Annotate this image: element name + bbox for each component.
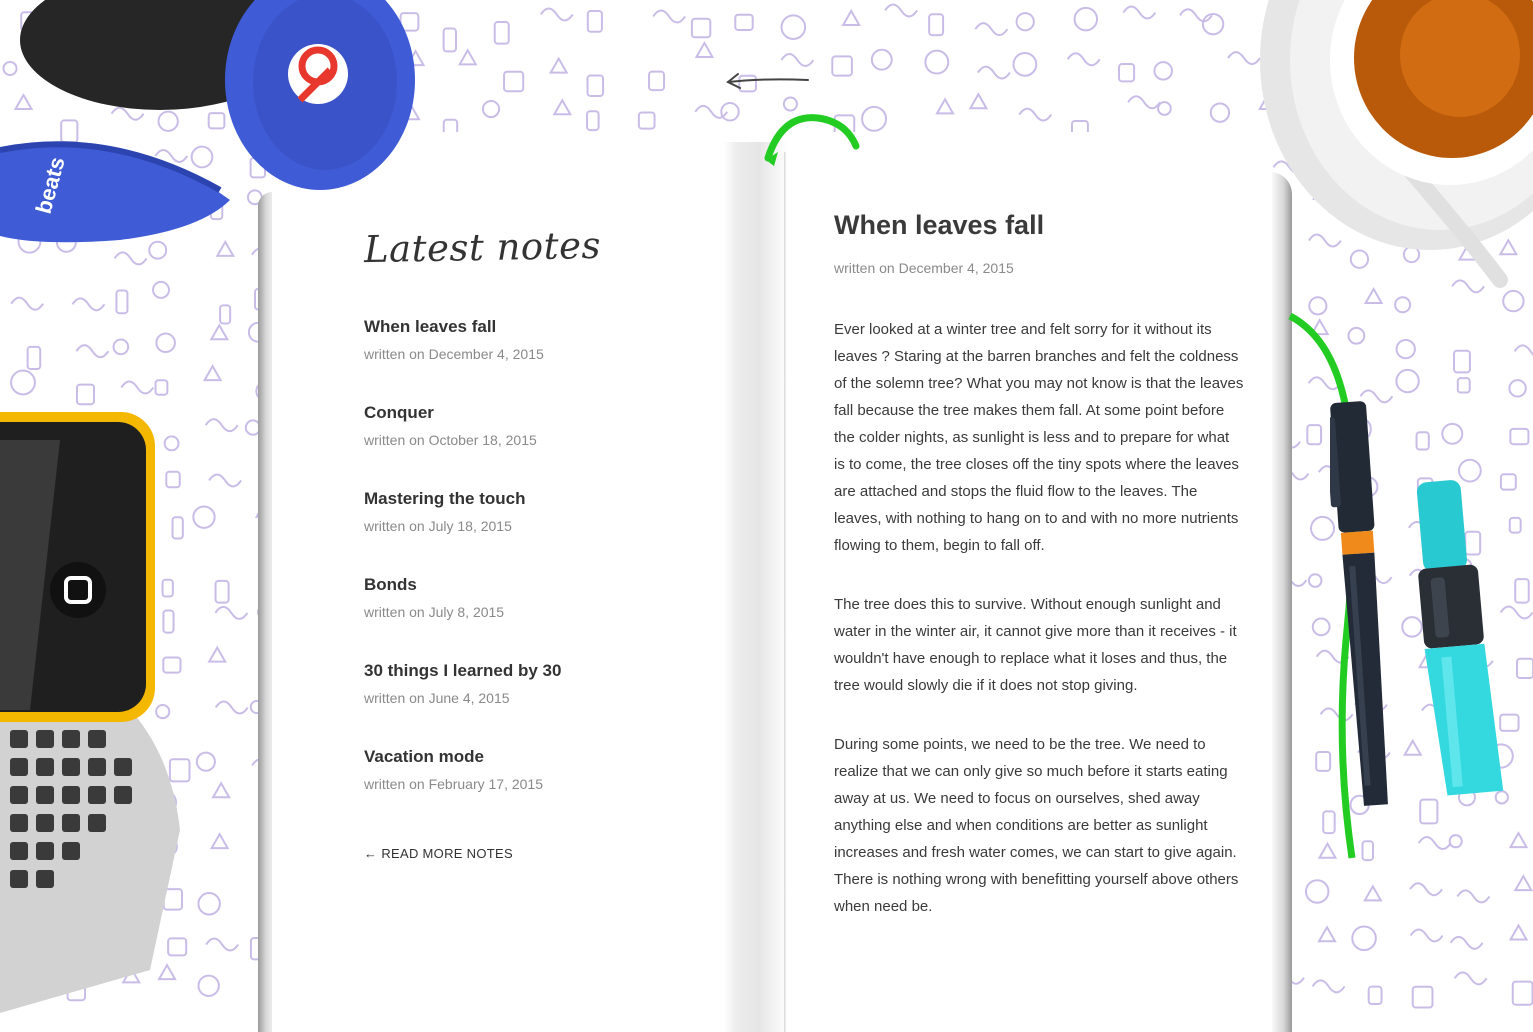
note-title-link[interactable]: Conquer xyxy=(364,403,434,422)
tea-cup-icon xyxy=(1260,0,1533,300)
doodle-shape xyxy=(1369,987,1382,1004)
doodle-shape xyxy=(551,59,567,73)
doodle-shape xyxy=(216,702,248,714)
doodle-shape xyxy=(114,340,129,355)
doodle-shape xyxy=(1123,7,1155,19)
doodle-shape xyxy=(1019,109,1051,121)
doodle-shape xyxy=(587,111,599,130)
doodle-shape xyxy=(1306,880,1328,902)
doodle-shape xyxy=(1068,53,1100,65)
note-item xyxy=(364,488,704,574)
doodle-shape xyxy=(1455,972,1487,984)
doodle-shape xyxy=(77,385,94,405)
doodle-shape xyxy=(1396,370,1418,392)
doodle-shape xyxy=(721,103,739,121)
note-date: written on July 18, 2015 xyxy=(364,518,512,534)
left-arrow-icon: ← xyxy=(364,846,378,861)
doodle-shape xyxy=(1211,103,1229,121)
doodle-shape xyxy=(1119,64,1134,81)
doodle-shape xyxy=(1451,937,1483,949)
doodle-shape xyxy=(460,50,476,64)
doodle-shape xyxy=(199,976,219,996)
doodle-shape xyxy=(925,51,948,74)
doodle-shape xyxy=(211,325,227,339)
highlighter-icon xyxy=(1410,475,1533,805)
post-title: When leaves fall xyxy=(834,210,1045,240)
doodle-shape xyxy=(156,380,168,395)
note-item xyxy=(364,316,704,402)
doodle-shape xyxy=(692,19,710,38)
doodle-shape xyxy=(1228,52,1260,64)
doodle-shape xyxy=(115,252,147,264)
note-title-link[interactable]: 30 things I learned by 30 xyxy=(364,661,562,680)
doodle-shape xyxy=(832,56,852,75)
doodle-shape xyxy=(1410,883,1442,895)
doodle-shape xyxy=(937,99,953,113)
note-date: written on October 18, 2015 xyxy=(364,432,537,448)
doodle-shape xyxy=(1128,96,1160,108)
doodle-shape xyxy=(121,381,153,393)
svg-text:beats: beats xyxy=(30,154,70,217)
note-item xyxy=(364,746,704,832)
post-paragraph: The tree does this to survive. Without enough sunlight and water in the winter air, it cannot give more than it receives - it wouldn't have enough to replace what it loses and thus, the tree would slowly die if it does not stop giving. xyxy=(834,596,1237,694)
doodle-shape xyxy=(1457,890,1489,902)
doodle-shape xyxy=(216,581,229,603)
doodle-shape xyxy=(1419,837,1451,849)
doodle-shape xyxy=(156,333,175,352)
note-title-link[interactable]: When leaves fall xyxy=(364,317,497,336)
doodle-shape xyxy=(153,282,169,298)
doodle-shape xyxy=(1158,102,1171,115)
note-item xyxy=(364,660,704,746)
doodle-shape xyxy=(929,14,943,35)
notebook-gutter xyxy=(724,142,788,1032)
read-more-notes-link[interactable] xyxy=(364,846,513,861)
doodle-shape xyxy=(843,11,859,25)
read-more-label: READ MORE NOTES xyxy=(381,846,513,861)
doodle-shape xyxy=(1509,380,1525,396)
doodle-shape xyxy=(588,11,602,32)
doodle-shape xyxy=(653,10,685,22)
doodle-shape xyxy=(872,50,892,70)
doodle-shape xyxy=(72,298,104,310)
doodle-shape xyxy=(1017,13,1034,30)
notebook-spine xyxy=(784,152,786,1032)
doodle-shape xyxy=(504,72,523,91)
doodle-shape xyxy=(116,290,127,313)
doodle-shape xyxy=(639,112,655,128)
doodle-shape xyxy=(212,834,228,848)
doodle-shape xyxy=(206,419,238,431)
note-date: written on July 8, 2015 xyxy=(364,604,505,620)
doodle-shape xyxy=(1417,432,1429,449)
doodle-shape xyxy=(1154,62,1171,79)
doodle-shape xyxy=(1442,424,1462,444)
doodle-shape xyxy=(1458,378,1470,392)
note-title-link[interactable]: Bonds xyxy=(364,575,417,594)
doodle-shape xyxy=(28,347,41,369)
doodle-shape xyxy=(213,783,229,797)
doodle-shape xyxy=(1319,927,1335,941)
doodle-shape xyxy=(205,366,221,380)
note-item xyxy=(364,574,704,660)
post-body xyxy=(834,316,1244,952)
note-date: written on December 4, 2015 xyxy=(364,346,544,362)
doodle-shape xyxy=(649,72,664,90)
latest-notes-heading: Latest notes xyxy=(363,223,602,272)
doodle-shape xyxy=(1511,833,1527,847)
post-paragraph: Ever looked at a winter tree and felt sorry for it without its leaves ? Staring at the barren branches and felt the coldness of the solemn tree? What you may not know is that the leaves fall because the tree makes them fall. At some point before the colder nights, as sunlight is less and to prepare for what is to come, the tree closes off the tiny spots where the leaves are attached and stops the fluid flow to the leaves. The leaves, with nothing to hang on to and with no more nutrients flowing to them, begin to fall off. xyxy=(834,321,1244,554)
doodle-shape xyxy=(483,101,499,117)
doodle-shape xyxy=(1075,8,1097,30)
doodle-shape xyxy=(206,939,238,951)
note-date: written on February 17, 2015 xyxy=(364,776,543,792)
doodle-shape xyxy=(1397,340,1415,358)
doodle-shape xyxy=(784,97,797,110)
long-left-arrow-icon[interactable] xyxy=(724,68,814,96)
doodle-shape xyxy=(885,4,917,16)
doodle-shape xyxy=(209,648,225,662)
doodle-shape xyxy=(978,67,1010,79)
doodle-shape xyxy=(1513,982,1533,1005)
doodle-shape xyxy=(76,345,108,357)
doodle-shape xyxy=(782,15,806,39)
doodle-shape xyxy=(495,22,509,44)
doodle-shape xyxy=(209,474,241,486)
doodle-shape xyxy=(1352,927,1376,951)
doodle-shape xyxy=(1510,429,1528,444)
phone-icon xyxy=(0,410,200,1013)
doodle-shape xyxy=(696,43,712,57)
doodle-shape xyxy=(554,100,570,114)
post-date: written on December 4, 2015 xyxy=(834,260,1014,276)
bookmark-ribbon xyxy=(760,110,870,170)
doodle-shape xyxy=(1203,14,1223,34)
note-title-link[interactable]: Vacation mode xyxy=(364,747,484,766)
headphones-icon xyxy=(0,0,420,250)
doodle-shape xyxy=(11,298,43,310)
doodle-shape xyxy=(1454,351,1470,373)
doodle-shape xyxy=(215,607,247,619)
doodle-shape xyxy=(970,94,986,108)
doodle-shape xyxy=(1413,987,1433,1008)
note-item xyxy=(364,402,704,488)
doodle-shape xyxy=(11,371,35,395)
doodle-shape xyxy=(198,893,219,914)
doodle-shape xyxy=(781,54,813,66)
note-title-link[interactable]: Mastering the touch xyxy=(364,489,526,508)
post-paragraph: During some points, we need to be the tree. We need to realize that we can only give so much before it starts eating away at us. We need to focus on ourselves, shed away anything else and when conditions are better as sunlight increases and fresh water comes, we can start to give again. There is nothing wrong with benefitting yourself above others when need be. xyxy=(834,736,1239,915)
doodle-shape xyxy=(1365,886,1381,900)
doodle-shape xyxy=(735,15,752,30)
doodle-shape xyxy=(541,8,573,20)
doodle-shape xyxy=(444,29,456,52)
doodle-shape xyxy=(1515,345,1533,357)
doodle-shape xyxy=(1411,930,1443,942)
doodle-shape xyxy=(975,23,1007,35)
doodle-shape xyxy=(588,75,604,96)
notes-list xyxy=(364,316,704,832)
doodle-shape xyxy=(1511,926,1527,940)
doodle-shape xyxy=(1515,876,1531,890)
note-date: written on June 4, 2015 xyxy=(364,690,510,706)
doodle-shape xyxy=(1014,53,1037,76)
doodle-shape xyxy=(1450,835,1462,847)
doodle-shape xyxy=(1313,980,1345,992)
doodle-shape xyxy=(220,305,230,323)
marker-pen-icon xyxy=(1330,395,1410,815)
